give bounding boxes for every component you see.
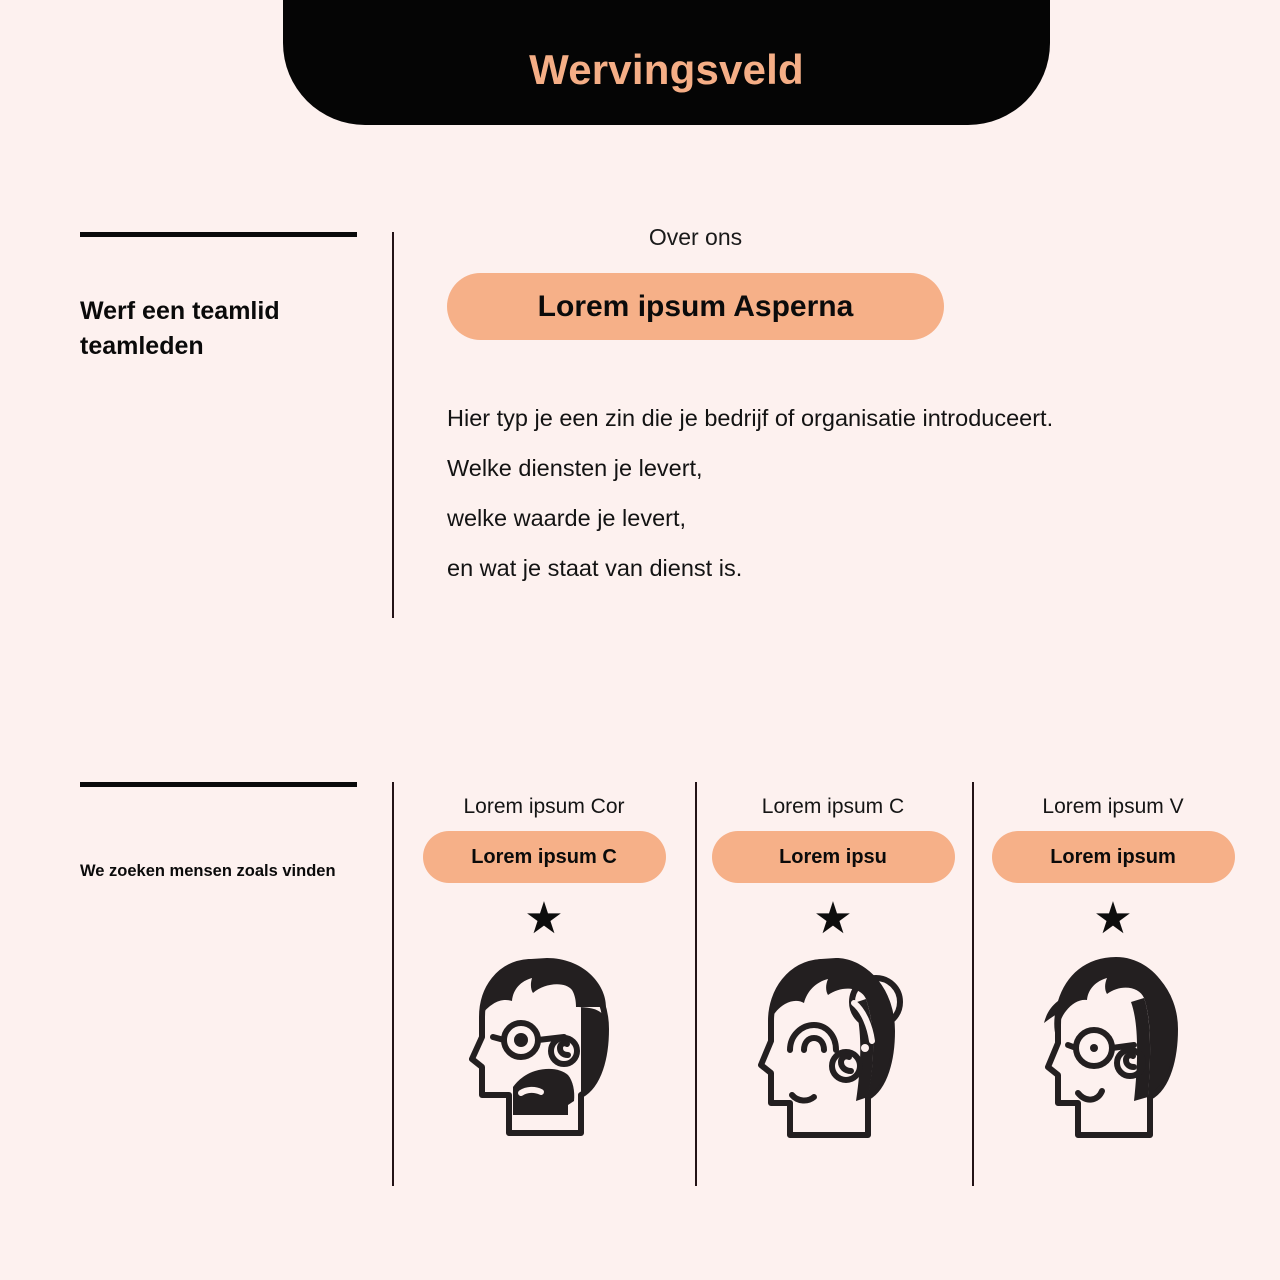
- about-body-line-1: Hier typ je een zin die je bedrijf of organisatie introduceert.: [447, 405, 1054, 431]
- person-title: Lorem ipsum C: [761, 795, 905, 818]
- person-avatar: [694, 945, 972, 1145]
- star-icon: ★: [524, 894, 564, 943]
- people-sidebar-heading: We zoeken mensen zoals vinden: [80, 862, 336, 880]
- vertical-divider-bottom-1: [392, 782, 394, 1186]
- vertical-divider-top: [392, 232, 394, 618]
- person-pill-label: Lorem ipsum: [1050, 845, 1176, 868]
- person-title: Lorem ipsum Cor: [463, 795, 625, 818]
- people-section: [0, 765, 1280, 1205]
- person-avatar: [405, 945, 683, 1145]
- page-title: Wervingsveld: [529, 46, 804, 93]
- person-title: Lorem ipsum V: [1042, 795, 1184, 818]
- person-pill[interactable]: [712, 831, 955, 883]
- about-body-line-4: en wat je staat van dienst is.: [447, 555, 743, 581]
- about-body-line-3: welke waarde je levert,: [447, 505, 687, 531]
- man-with-glasses-quiff-profile-icon: [1038, 945, 1188, 1145]
- about-eyebrow-label: Over ons: [648, 224, 743, 250]
- section-rule-top: [80, 232, 357, 237]
- star-icon: ★: [1093, 894, 1133, 943]
- person-pill-label: Lorem ipsum C: [471, 845, 617, 868]
- about-sidebar-heading: Werf een teamlid teamleden: [80, 297, 280, 360]
- person-card[interactable]: [405, 782, 683, 1145]
- about-body-line-2: Welke diensten je levert,: [447, 455, 703, 481]
- bearded-man-with-glasses-profile-icon: [469, 945, 619, 1145]
- person-card[interactable]: [694, 782, 972, 1145]
- about-body-copy: [447, 393, 1257, 593]
- header-banner: [283, 0, 1050, 125]
- about-headline-pill[interactable]: [447, 273, 944, 340]
- person-pill[interactable]: [423, 831, 666, 883]
- person-pill[interactable]: [992, 831, 1235, 883]
- person-pill-label: Lorem ipsu: [779, 845, 887, 868]
- about-headline-pill-label: Lorem ipsum Asperna: [537, 289, 854, 323]
- section-rule-bottom: [80, 782, 357, 787]
- star-icon: ★: [813, 894, 853, 943]
- person-avatar: [974, 945, 1252, 1145]
- woman-with-bun-profile-icon: [758, 945, 908, 1145]
- about-section: [0, 215, 1280, 635]
- person-card[interactable]: [974, 782, 1252, 1145]
